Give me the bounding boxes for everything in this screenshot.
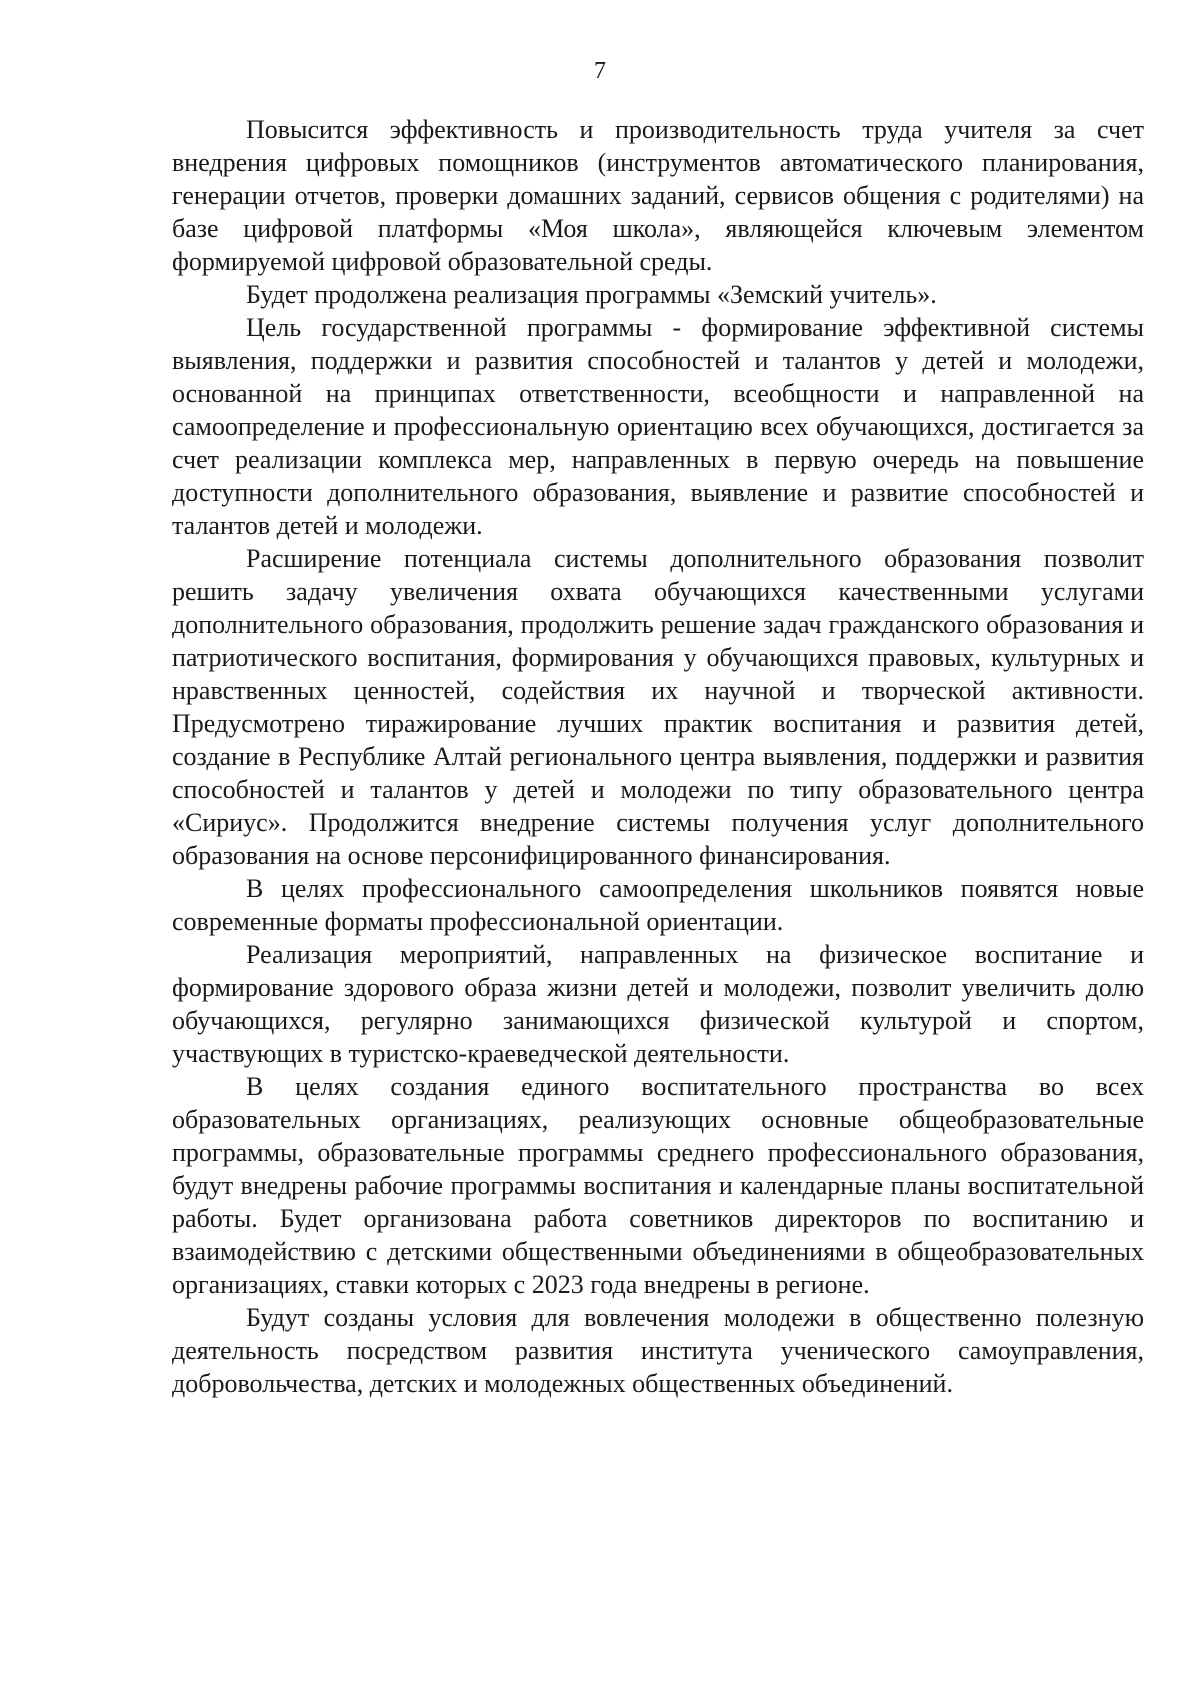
paragraph-youth-involvement: Будут созданы условия для вовлечения молодежи в общественно полезную деятельность посредством развития института ученического самоуправления, добровольчества, детских и молодежных общественных объединений.	[172, 1303, 1144, 1398]
paragraph-additional-education: Расширение потенциала системы дополнительного образования позволит решить задачу увеличения охвата обучающихся качественными услугами дополнительного образования, продолжить решение задач гражданского образования и патриотического воспитания, формирования у обучающихся правовых, культурных и нравственных ценностей, содействия их научной и творческой активности. Предусмотрено тиражирование лучших практик воспитания и развития детей, создание в Республике Алтай регионального центра выявления, поддержки и развития способностей и талантов у детей и молодежи по типу образовательного центра «Сириус». Продолжится внедрение системы получения услуг дополнительного образования на основе персонифицированного финансирования.	[172, 544, 1144, 870]
paragraph-upbringing-space: В целях создания единого воспитательного пространства во всех образовательных организациях, реализующих основные общеобразовательные программы, образовательные программы среднего профессионального образования, будут внедрены рабочие программы воспитания и календарные планы воспитательной работы. Будет организована работа советников директоров по воспитанию и взаимодействию с детскими общественными объединениями в общеобразовательных организациях, ставки которых с 2023 года внедрены в регионе.	[172, 1072, 1144, 1299]
document-body	[172, 113, 1144, 1400]
paragraph-program-goal: Цель государственной программы - формирование эффективной системы выявления, поддержки и развития способностей и талантов у детей и молодежи, основанной на принципах ответственности, всеобщности и направленной на самоопределение и профессиональную ориентацию всех обучающихся, достигается за счет реализации комплекса мер, направленных в первую очередь на повышение доступности дополнительного образования, выявление и развитие способностей и талантов детей и молодежи.	[172, 313, 1144, 540]
page-number: 7	[594, 58, 606, 84]
paragraph-digital-assistants: Повысится эффективность и производительность труда учителя за счет внедрения цифровых помощников (инструментов автоматического планирования, генерации отчетов, проверки домашних заданий, сервисов общения с родителями) на базе цифровой платформы «Моя школа», являющейся ключевым элементом формируемой цифровой образовательной среды.	[172, 115, 1144, 276]
paragraph-career-guidance: В целях профессионального самоопределения школьников появятся новые современные форматы профессиональной ориентации.	[172, 874, 1144, 936]
paragraph-zemsky-teacher: Будет продолжена реализация программы «Земский учитель».	[246, 280, 937, 309]
paragraph-physical-education: Реализация мероприятий, направленных на физическое воспитание и формирование здорового образа жизни детей и молодежи, позволит увеличить долю обучающихся, регулярно занимающихся физической культурой и спортом, участвующих в туристско-краеведческой деятельности.	[172, 940, 1144, 1068]
